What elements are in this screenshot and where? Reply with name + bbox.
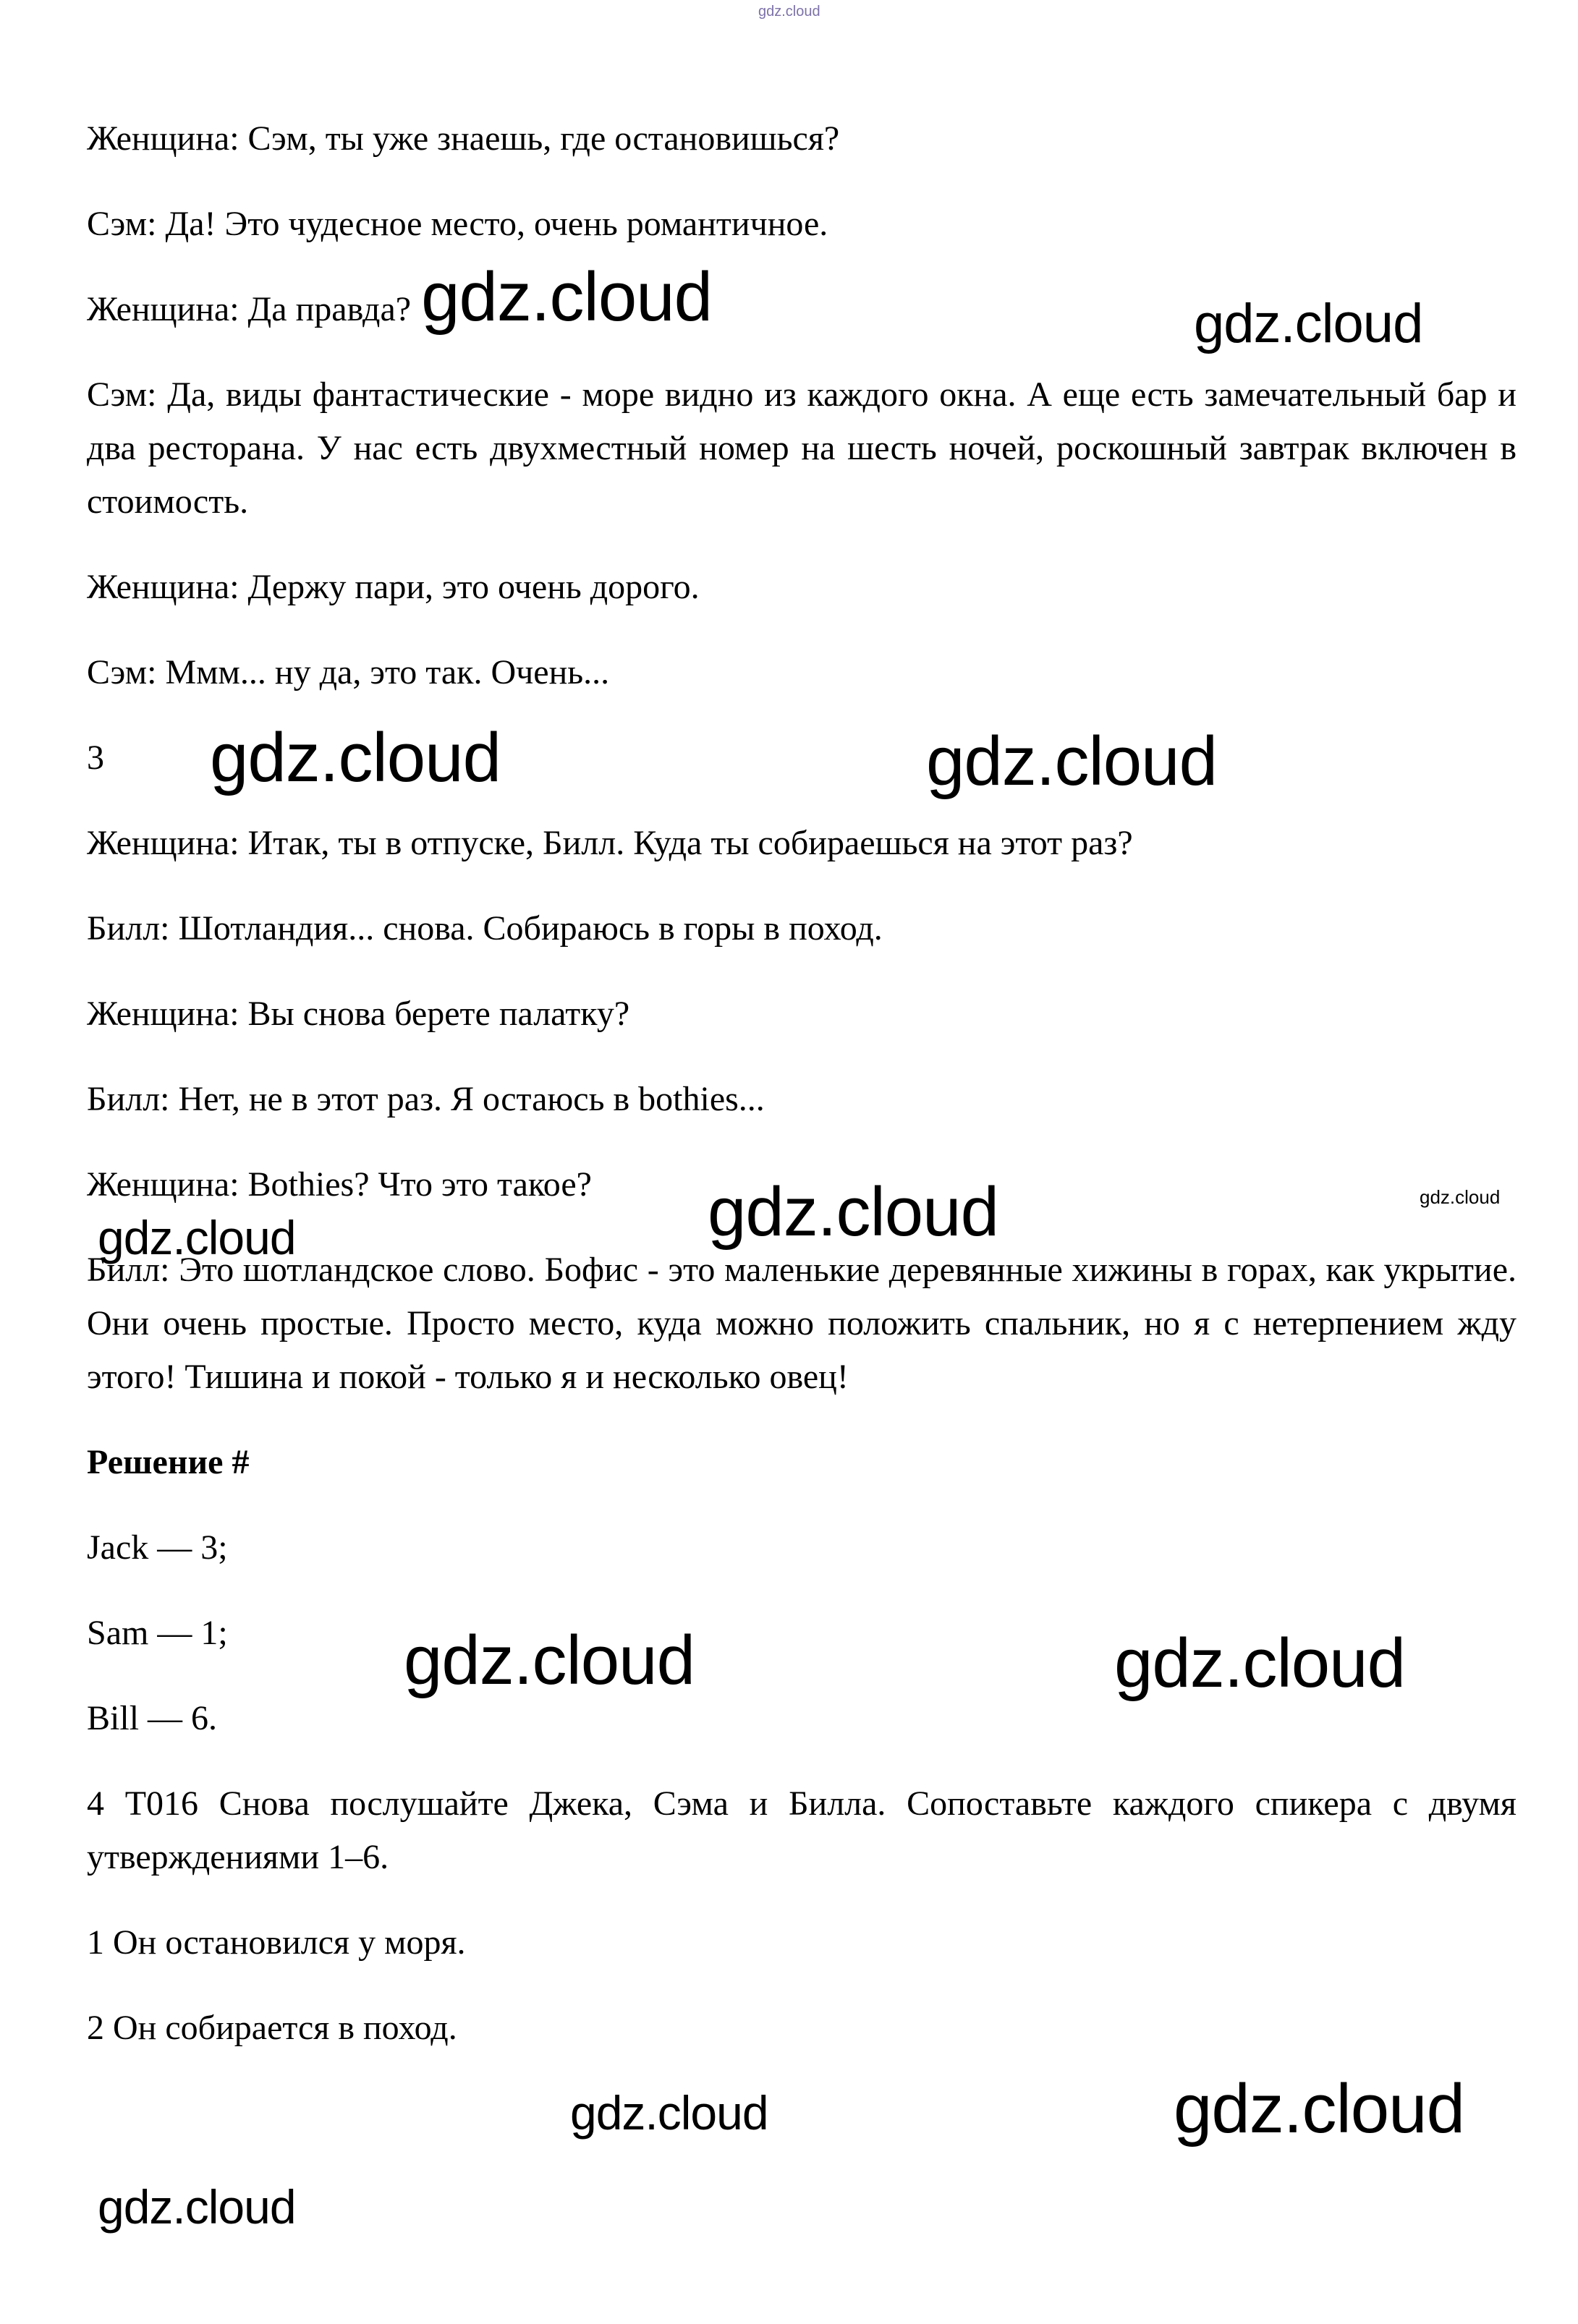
dialogue-line: Женщина: Итак, ты в отпуске, Билл. Куда ты собираешься на этот раз? [87, 824, 1133, 862]
watermark: gdz.cloud [421, 258, 713, 336]
statement-line: 2 Он собирается в поход. [87, 2009, 457, 2047]
dialogue-line: Сэм: Да! Это чудесное место, очень романтичное. [87, 205, 828, 243]
statement-line: 1 Он остановился у моря. [87, 1923, 466, 1962]
watermark: gdz.cloud [708, 1173, 998, 1251]
dialogue-line: Женщина: Держу пари, это очень дорого. [87, 568, 700, 606]
watermark: gdz.cloud [1174, 2070, 1464, 2148]
dialogue-text: Женщина: Да правда? [87, 290, 412, 328]
dialogue-line: Женщина: Вы снова берете палатку? [87, 995, 630, 1033]
watermark: gdz.cloud [570, 2086, 768, 2140]
dialogue-line: Билл: Нет, не в этот раз. Я остаюсь в bothies... [87, 1080, 765, 1118]
watermark: gdz.cloud [1114, 1625, 1405, 1702]
dialogue-line: Сэм: Ммм... ну да, это так. Очень... [87, 653, 610, 691]
watermark: gdz.cloud [98, 1211, 296, 1264]
watermark-logo: gdz.cloud [758, 4, 820, 20]
watermark: gdz.cloud [98, 2180, 296, 2234]
watermark: gdz.cloud [210, 719, 501, 796]
section-number: 3 [87, 739, 104, 777]
watermark: gdz.cloud [1194, 293, 1423, 354]
dialogue-line: Билл: Шотландия... снова. Собираюсь в горы в поход. [87, 909, 883, 948]
dialogue-line: Сэм: Да, виды фантастические - море видно из каждого окна. А еще есть замечательный бар и два ресторана. У нас есть двухместный номер на шесть ночей, роскошный завтрак включен в стоимость. [87, 375, 1517, 521]
watermark: gdz.cloud [404, 1622, 695, 1699]
dialogue-line [87, 258, 1517, 336]
answer-line: Sam — 1; [87, 1614, 228, 1652]
watermark: gdz.cloud [1420, 1186, 1501, 1208]
solution-heading: Решение # [87, 1443, 250, 1481]
answer-line: Bill — 6. [87, 1699, 218, 1737]
dialogue-line: Билл: Это шотландское слово. Бофис - это маленькие деревянные хижины в горах, как укрытие. Они очень простые. Просто место, куда можно положить спальник, но я с нетерпением жду этого! Тишина и покой - только я и несколько овец! [87, 1251, 1517, 1396]
dialogue-line: Женщина: Сэм, ты уже знаешь, где остановишься? [87, 119, 840, 158]
task-intro: 4 Т016 Снова послушайте Джека, Сэма и Билла. Сопоставьте каждого спикера с двумя утверждениями 1–6. [87, 1784, 1517, 1876]
page-content [87, 112, 1517, 2087]
dialogue-line: Женщина: Bothies? Что это такое? [87, 1165, 592, 1204]
answer-line: Jack — 3; [87, 1528, 228, 1567]
watermark: gdz.cloud [926, 723, 1217, 800]
